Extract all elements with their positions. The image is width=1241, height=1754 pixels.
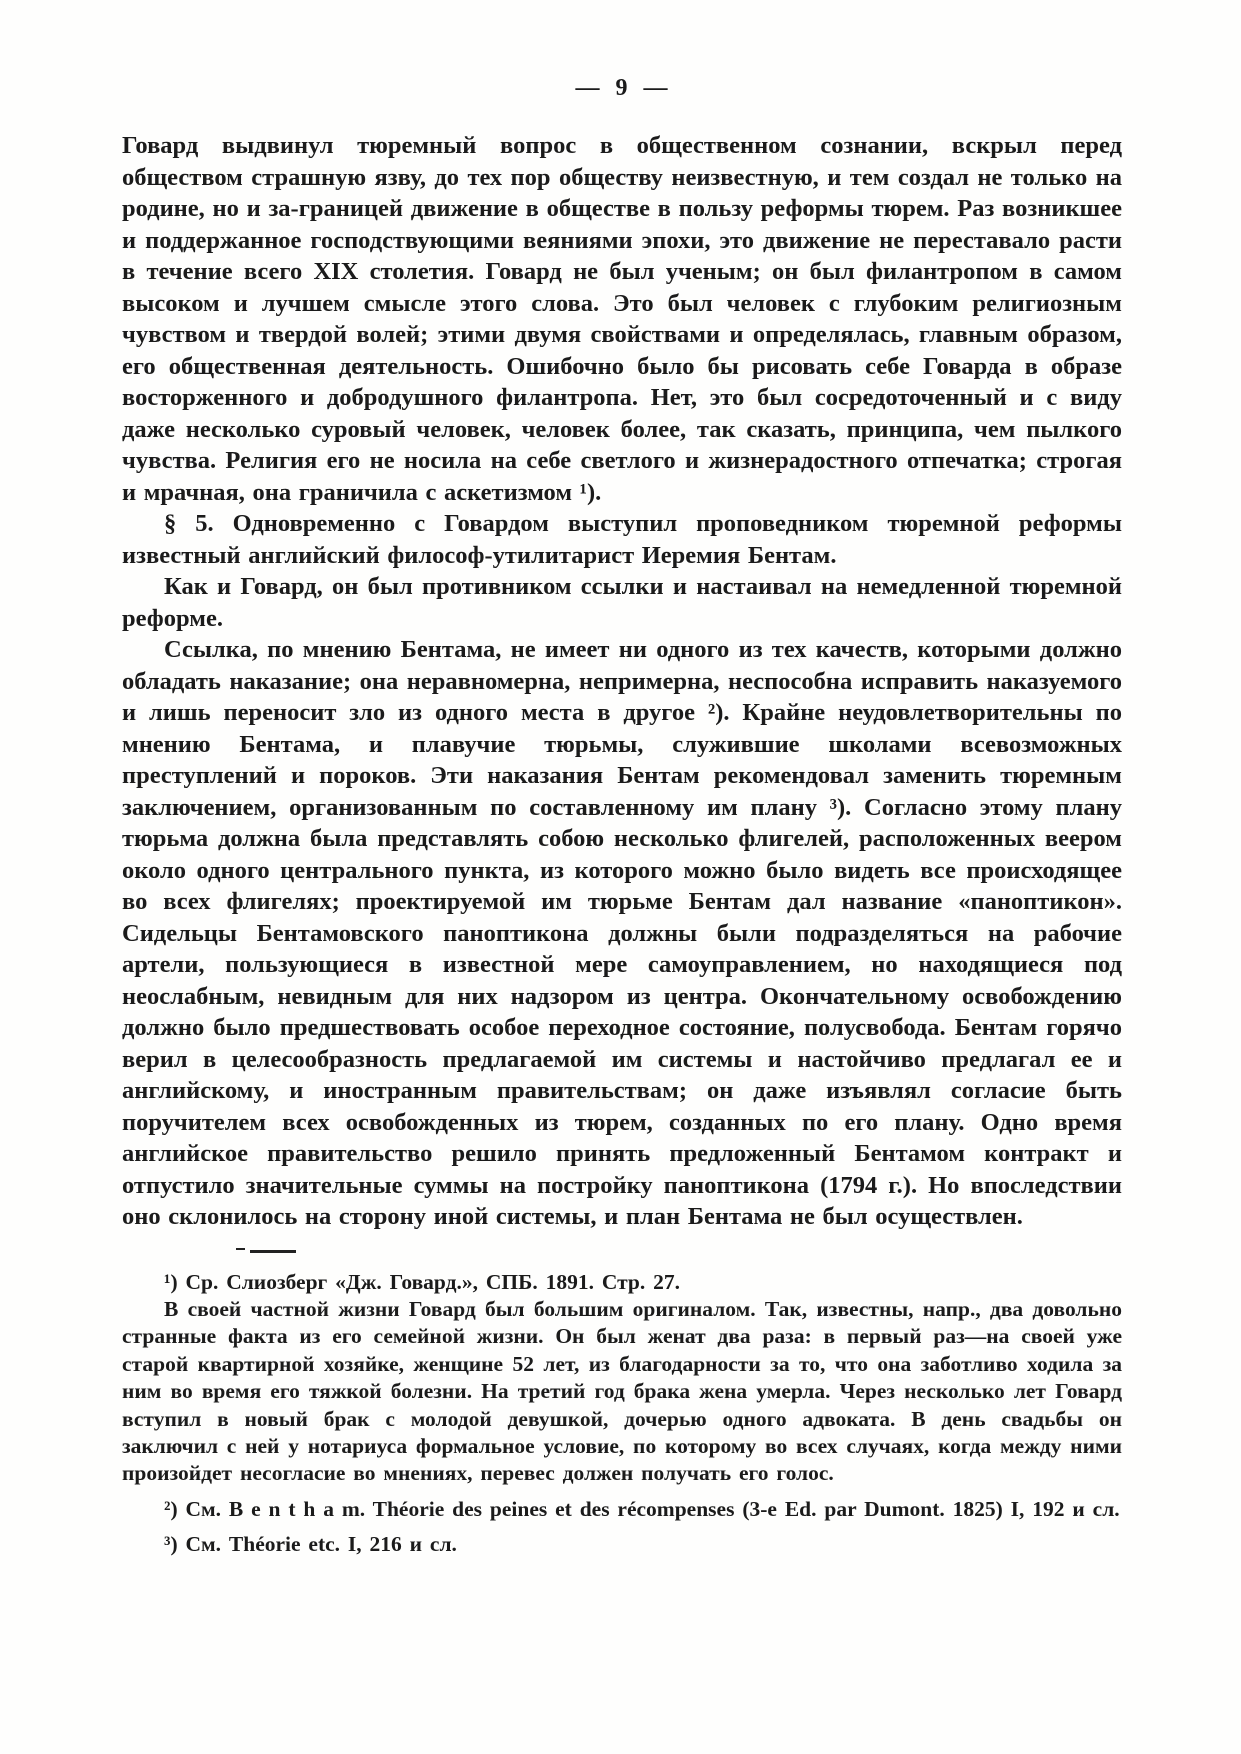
footnote-1-citation: ¹) Ср. Слиозберг «Дж. Говард.», СПБ. 1891. Стр. 27.: [164, 1269, 680, 1294]
footnote-2-citation: ²) См. B e n t h a m. Théorie des peines et des récompenses (3-е Ed. par Dumont. 1825) I, 192 и сл.: [164, 1496, 1120, 1521]
body-paragraph: Как и Говард, он был противником ссылки и настаивал на немедленной тюремной реформе.: [122, 573, 1122, 632]
footnote-1-continuation: В своей частной жизни Говард был большим оригиналом. Так, известны, напр., два довольно странные факта из его семейной жизни. Он был женат два раза: в первый раз—на своей уже старой квартирной хозяйке, женщине 52 лет, из благодарности за то, что она заботливо ходила за ним во время его тяжкой болезни. На третий год брака жена умерла. Через несколько лет Говард вступил в новый брак с молодой девушкой, дочерью одного адвоката. В день свадьбы он заключил с ней у нотариуса формальное условие, по которому во всех случаях, когда между ними произойдет несогласие во мнениях, перевес должен получать его голос.: [122, 1296, 1122, 1486]
body-paragraph-continuation: Говард выдвинул тюремный вопрос в общественном сознании, вскрыл перед обществом страшную язву, до тех пор обществу неизвестную, и тем создал не только на родине, но и за-границей движение в обществе в пользу реформы тюрем. Раз возникшее и поддержанное господствующими веяниями эпохи, это движение не переставало расти в течение всего XIX столетия. Говард не был ученым; он был филантропом в самом высоком и лучшем смысле этого слова. Это был человек с глубоким религиозным чувством и твердой волей; этими двумя свойствами и определялась, главным образом, его общественная деятельность. Ошибочно было бы рисовать себе Говарда в образе восторженного и добродушного филантропа. Нет, это был сосредоточенный и с виду даже несколько суровый человек, человек более, так сказать, принципа, чем пылкого чувства. Религия его не носила на себе светлого и жизнерадостного отпечатка; строгая и мрачная, она граничила с аскетизмом ¹).: [122, 132, 1122, 506]
body-paragraph: Ссылка, по мнению Бентама, не имеет ни одного из тех качеств, которыми должно обладать наказание; она неравномерна, непримерна, неспособна исправить наказуемого и лишь переносит зло из одного места в другое ²). Крайне неудовлетворительны по мнению Бентама, и плавучие тюрьмы, служившие школами всевозможных преступлений и пороков. Эти наказания Бентам рекомендовал заменить тюремным заключением, организованным по составленному им плану ³). Согласно этому плану тюрьма должна была представлять собою несколько флигелей, расположенных веером около одного центрального пункта, из которого можно было видеть все происходящее во всех флигелях; проектируемой им тюрьме Бентам дал название «паноптикон». Сидельцы Бентамовского паноптикона должны были подразделяться на рабочие артели, пользующиеся в известной мере самоуправлением, но находящиеся под неослабным, невидным для них надзором из центра. Окончательному освобождению должно было предшествовать особое переходное состояние, полусвобода. Бентам горячо верил в целесообразность предлагаемой им системы и настойчиво предлагал ее и английскому, и иностранным правительствам; он даже изъявлял согласие быть поручителем всех освобожденных из тюрем, созданных по его плану. Одно время английское правительство решило принять предложенный Бентамом контракт и отпустило значительные суммы на постройку паноптикона (1794 г.). Но впоследствии оно склонилось на сторону иной системы, и план Бентама не был осуществлен.: [122, 636, 1122, 1230]
footnote-3-citation: ³) См. Théorie etc. I, 216 и сл.: [164, 1532, 457, 1557]
page-number: — 9 —: [575, 75, 669, 101]
footnotes-block: [122, 1269, 1122, 1559]
main-text-block: [122, 130, 1122, 1233]
body-paragraph-section-5: § 5. Одновременно с Говардом выступил проповедником тюремной реформы известный английский философ-утилитарист Иеремия Бентам.: [122, 510, 1122, 569]
footnote-separator-rule: [250, 1250, 296, 1253]
